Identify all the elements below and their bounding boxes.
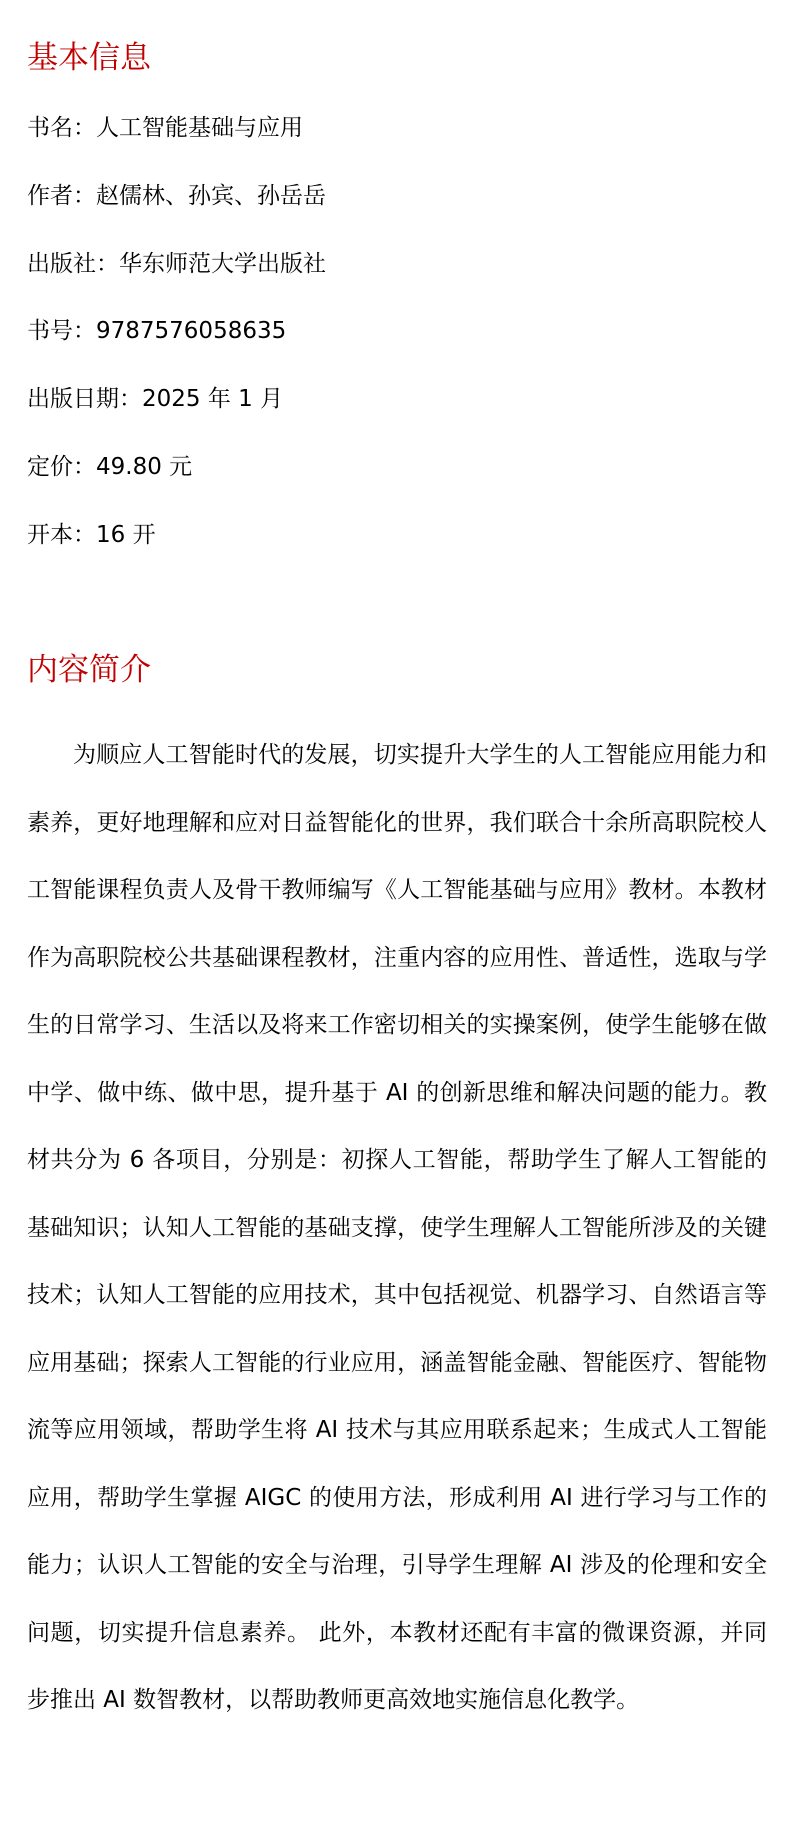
info-title [27,112,303,144]
info-label: 出版社： [27,251,119,277]
info-label: 书名： [27,115,96,141]
basic-info-heading: 基本信息 [27,40,151,76]
info-value: 赵儒林、孙宾、孙岳岳 [96,183,326,209]
info-value: 49.80 元 [96,454,193,480]
info-publisher [27,248,326,280]
info-label: 书号： [27,318,96,344]
summary-paragraph: 为顺应人工智能时代的发展，切实提升大学生的人工智能应用能力和素养，更好地理解和应对日益智能化的世界，我们联合十余所高职院校人工智能课程负责人及骨干教师编写《人工智能基础与应用》教材。本教材作为高职院校公共基础课程教材，注重内容的应用性、普适性，选取与学生的日常学习、生活以及将来工作密切相关的实操案例，使学生能够在做中学、做中练、做中思，提升基于 AI 的创新思维和解决问题的能力。教材共分为 6 各项目，分别是：初探人工智能，帮助学生了解人工智能的基础知识；认知人工智能的基础支撑，使学生理解人工智能所涉及的关键技术；认知人工智能的应用技术，其中包括视觉、机器学习、自然语言等应用基础；探索人工智能的行业应用，涵盖智能金融、智能医疗、智能物流等应用领域，帮助学生将 AI 技术与其应用联系起来；生成式人工智能应用，帮助学生掌握 AIGC 的使用方法，形成利用 AI 进行学习与工作的能力；认识人工智能的安全与治理，引导学生理解 AI 涉及的伦理和安全问题，切实提升信息素养。 此外，本教材还配有丰富的微课资源，并同步推出 AI 数智教材，以帮助教师更高效地实施信息化教学。 [27,742,767,1713]
summary-heading: 内容简介 [27,652,151,688]
info-value: 华东师范大学出版社 [119,251,326,277]
info-label: 作者： [27,183,96,209]
info-value: 16 开 [96,522,156,548]
info-format [27,519,156,551]
info-isbn [27,315,286,347]
info-value: 9787576058635 [96,318,287,344]
info-label: 出版日期： [27,386,142,412]
info-label: 定价： [27,454,96,480]
info-publish-date [27,383,283,415]
info-value: 2025 年 1 月 [142,386,284,412]
info-value: 人工智能基础与应用 [96,115,303,141]
info-authors [27,180,326,212]
info-label: 开本： [27,522,96,548]
info-price [27,451,192,483]
